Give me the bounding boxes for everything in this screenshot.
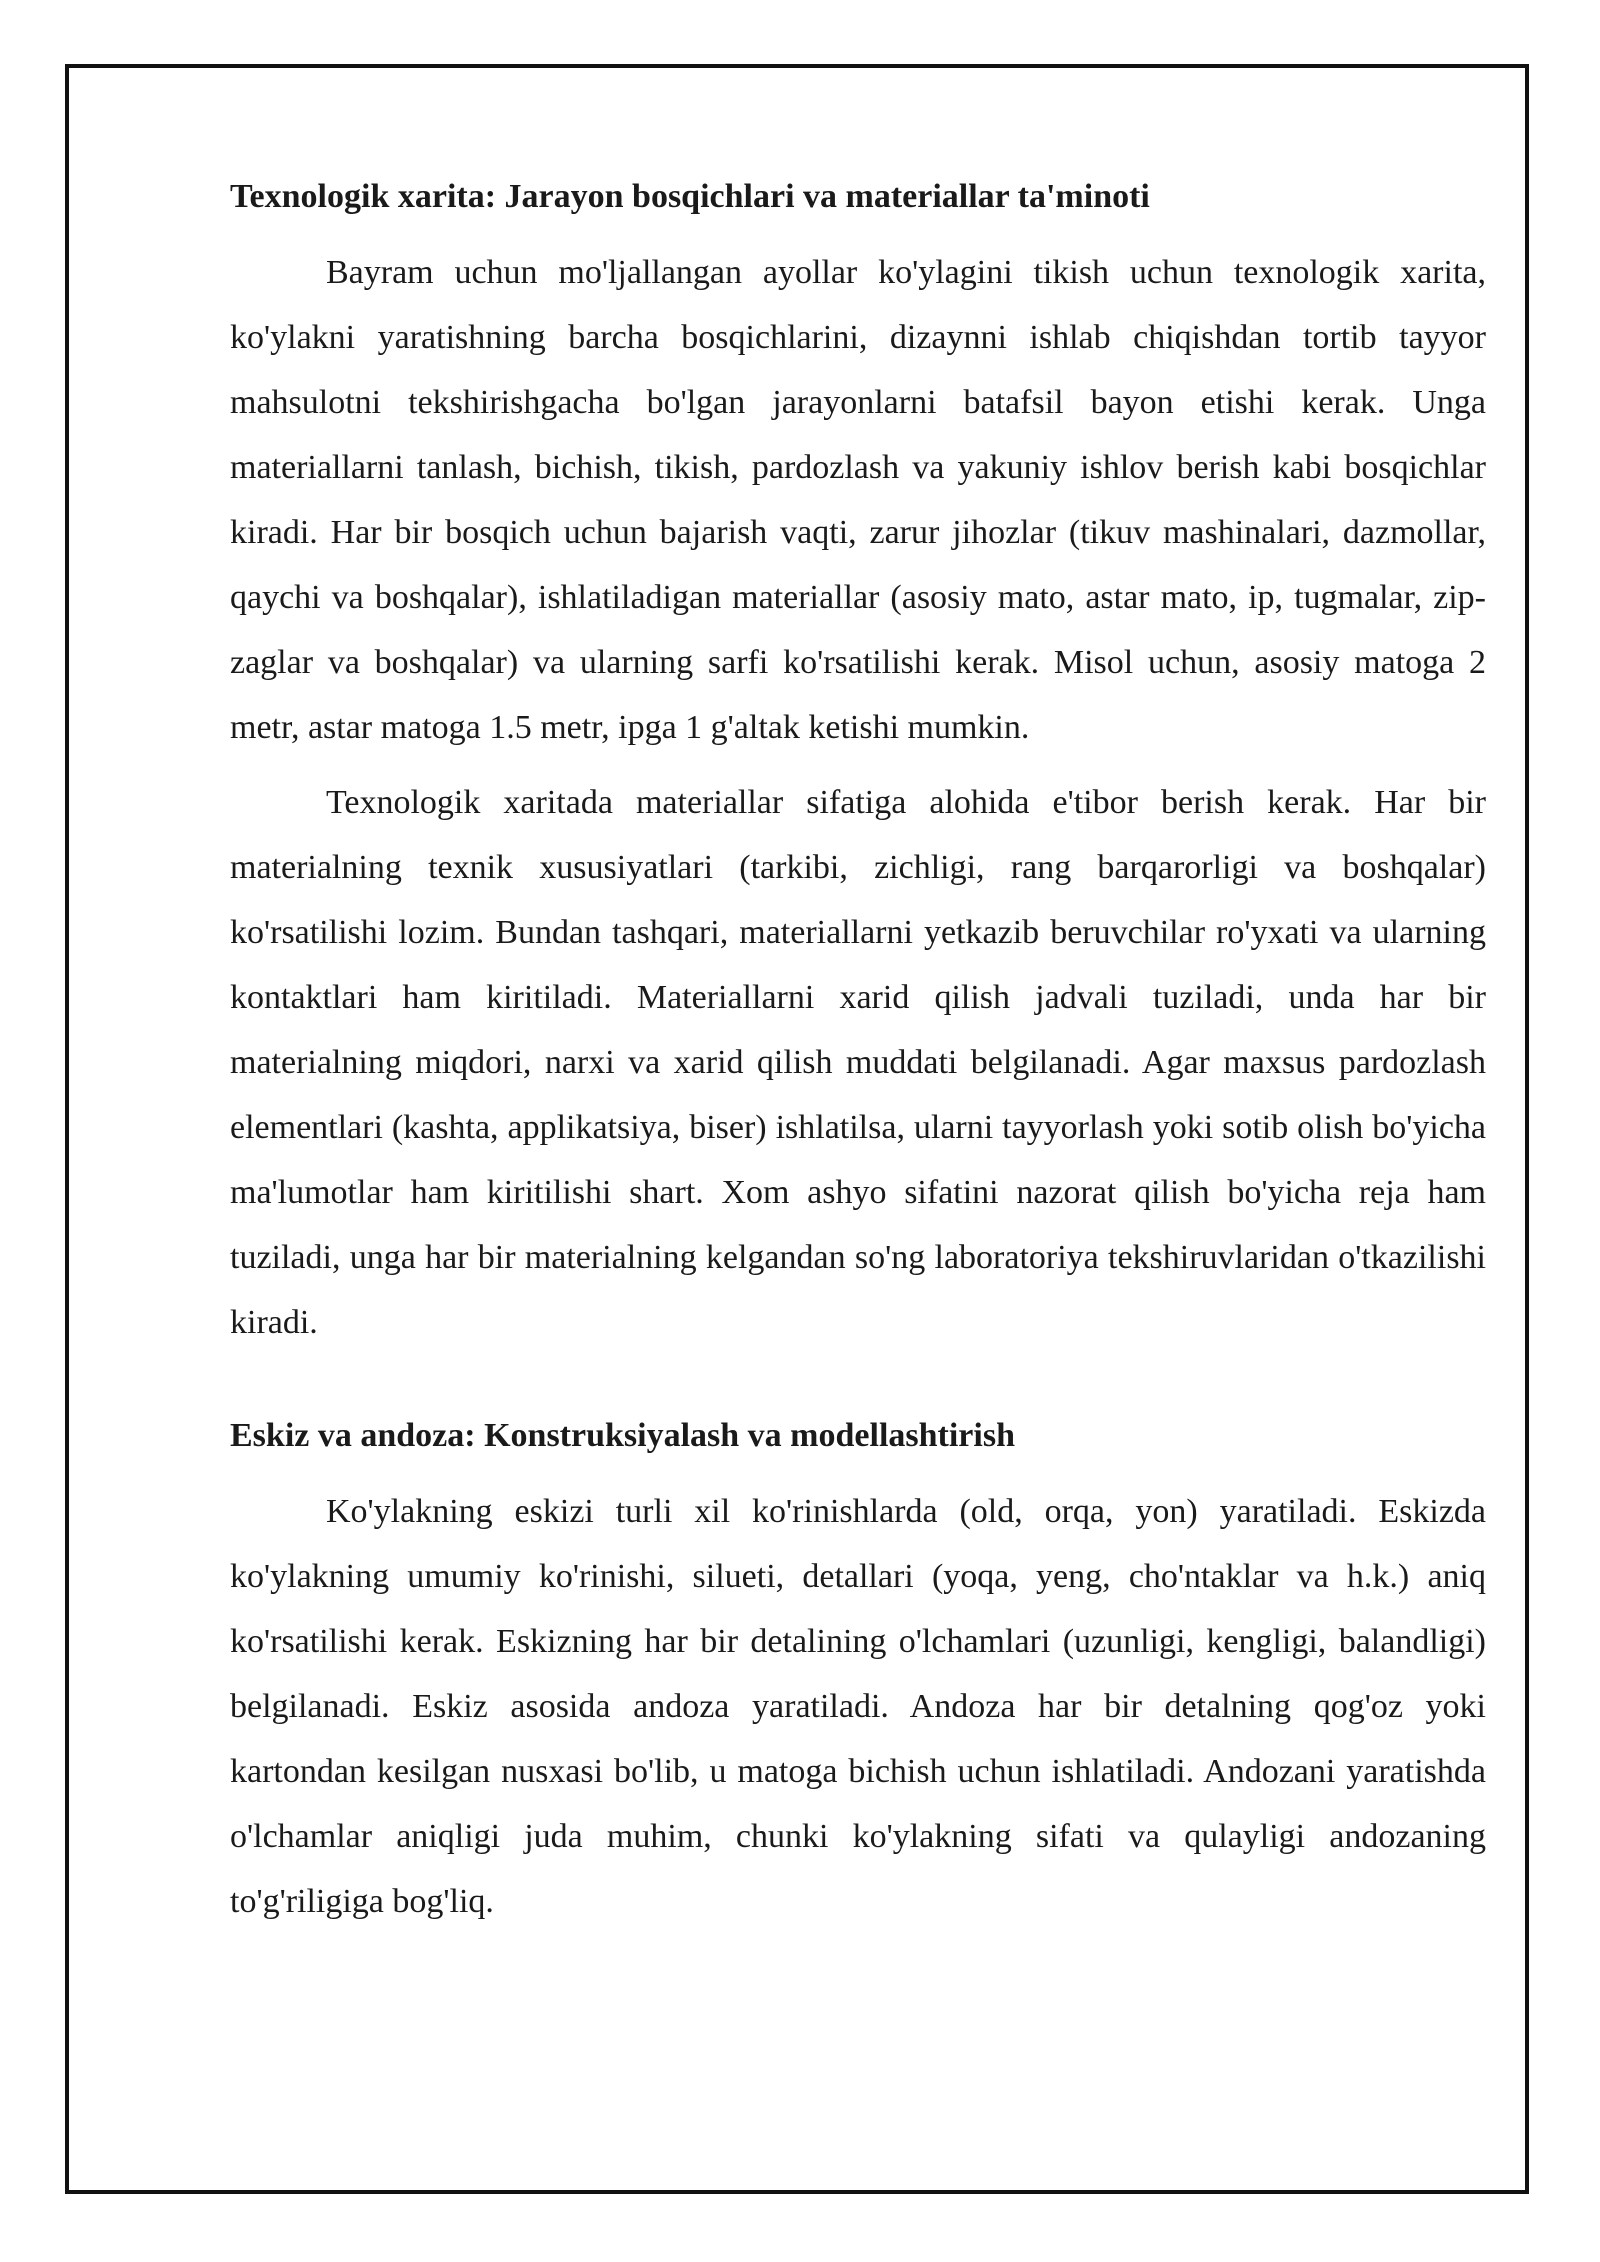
section-technological-map <box>230 172 1486 1355</box>
paragraph: Ko'ylakning eskizi turli xil ko'rinishlarda (old, orqa, yon) yaratiladi. Eskizda ko'ylakning umumiy ko'rinishi, silueti, detallari (yoqa, yeng, cho'ntaklar va h.k.) aniq ko'rsatilishi kerak. Eskizning har bir detalining o'lchamlari (uzunligi, kengligi, balandligi) belgilanadi. Eskiz asosida andoza yaratiladi. Andoza har bir detalning qog'oz yoki kartondan kesilgan nusxasi bo'lib, u matoga bichish uchun ishlatiladi. Andozani yaratishda o'lchamlar aniqligi juda muhim, chunki ko'ylakning sifati va qulayligi andozaning to'g'riligiga bog'liq. <box>230 1493 1486 1920</box>
paragraph: Texnologik xaritada materiallar sifatiga alohida e'tibor berish kerak. Har bir materialning texnik xususiyatlari (tarkibi, zichligi, rang barqarorligi va boshqalar) ko'rsatilishi lozim. Bundan tashqari, materiallarni yetkazib beruvchilar ro'yxati va ularning kontaktlari ham kiritiladi. Materiallarni xarid qilish jadvali tuziladi, unda har bir materialning miqdori, narxi va xarid qilish muddati belgilanadi. Agar maxsus pardozlash elementlari (kashta, applikatsiya, biser) ishlatilsa, ularni tayyorlash yoki sotib olish bo'yicha ma'lumotlar ham kiritilishi shart. Xom ashyo sifatini nazorat qilish bo'yicha reja ham tuziladi, unga har bir materialning kelgandan so'ng laboratoriya tekshiruvlaridan o'tkazilishi kiradi. <box>230 784 1486 1341</box>
section-spacer <box>230 1365 1486 1411</box>
section-sketch-and-pattern <box>230 1411 1486 1934</box>
paragraph: Bayram uchun mo'ljallangan ayollar ko'ylagini tikish uchun texnologik xarita, ko'ylakni yaratishning barcha bosqichlarini, dizaynni ishlab chiqishdan tortib tayyor mahsulotni tekshirishgacha bo'lgan jarayonlarni batafsil bayon etishi kerak. Unga materiallarni tanlash, bichish, tikish, pardozlash va yakuniy ishlov berish kabi bosqichlar kiradi. Har bir bosqich uchun bajarish vaqti, zarur jihozlar (tikuv mashinalari, dazmollar, qaychi va boshqalar), ishlatiladigan materiallar (asosiy mato, astar mato, ip, tugmalar, zip-zaglar va boshqalar) va ularning sarfi ko'rsatilishi kerak. Misol uchun, asosiy matoga 2 metr, astar matoga 1.5 metr, ipga 1 g'altak ketishi mumkin. <box>230 254 1486 746</box>
section-heading: Eskiz va andoza: Konstruksiyalash va modellashtirish <box>230 1417 1015 1454</box>
section-heading: Texnologik xarita: Jarayon bosqichlari va materiallar ta'minoti <box>230 178 1150 215</box>
document-body <box>230 172 1486 1944</box>
